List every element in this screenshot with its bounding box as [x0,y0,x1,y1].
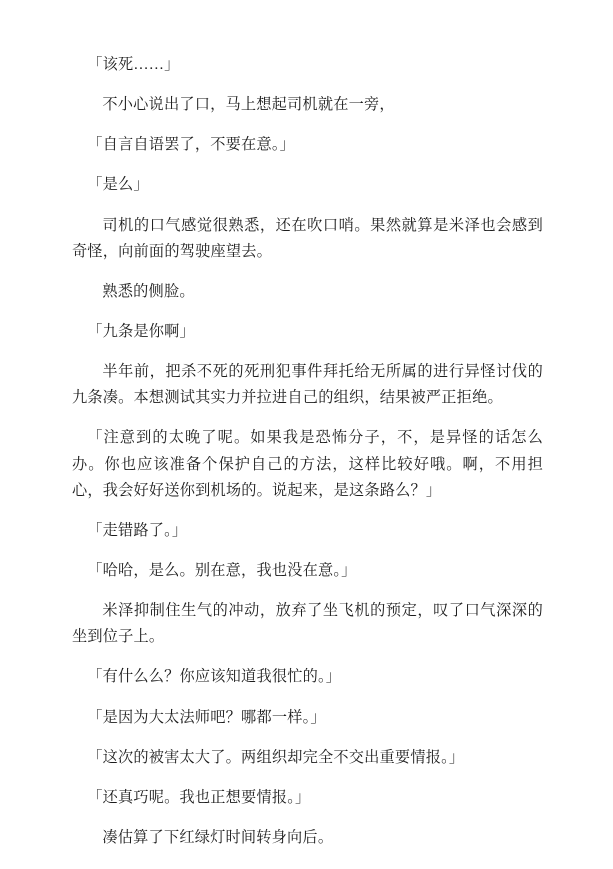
paragraph: 半年前，把杀不死的死刑犯事件拜托给无所属的进行异怪讨伐的九条凑。本想测试其实力并拉进自己的组织，结果被严正拒绝。 [72,363,543,407]
paragraph: 熟悉的侧脸。 [102,282,195,300]
paragraph: 司机的口气感觉很熟悉，还在吹口哨。果然就算是米泽也会感到奇怪，向前面的驾驶座望去。 [72,216,543,260]
paragraph: 米泽抑制住生气的冲动，放弃了坐飞机的预定，叹了口气深深的坐到位子上。 [72,602,543,646]
paragraph: 「自言自语罢了，不要在意。」 [87,136,296,154]
paragraph: 「该死……」 [87,56,180,73]
paragraph: 「注意到的太晚了呢。如果我是恐怖分子，不，是异怪的话怎么办。你也应该准备个保护自己的方法，这样比较好哦。啊，不用担心，我会好好送你到机场的。说起来，是这条路么？」 [72,429,543,499]
paragraph: 「有什么么？你应该知道我很忙的。」 [87,668,342,686]
paragraph: 「是么」 [87,176,149,194]
paragraph: 「走错路了。」 [87,521,188,539]
paragraph: 「哈哈，是么。别在意，我也没在意。」 [87,561,357,579]
paragraph: 「是因为大太法师吧？哪都一样。」 [87,708,326,726]
paragraph: 不小心说出了口，马上想起司机就在一旁， [102,96,395,114]
paragraph: 「九条是你啊」 [87,322,195,340]
paragraph: 「这次的被害太大了。两组织却完全不交出重要情报。」 [87,748,465,766]
paragraph: 凑估算了下红绿灯时间转身向后。 [102,828,334,846]
paragraph: 「还真巧呢。我也正想要情报。」 [87,788,311,806]
